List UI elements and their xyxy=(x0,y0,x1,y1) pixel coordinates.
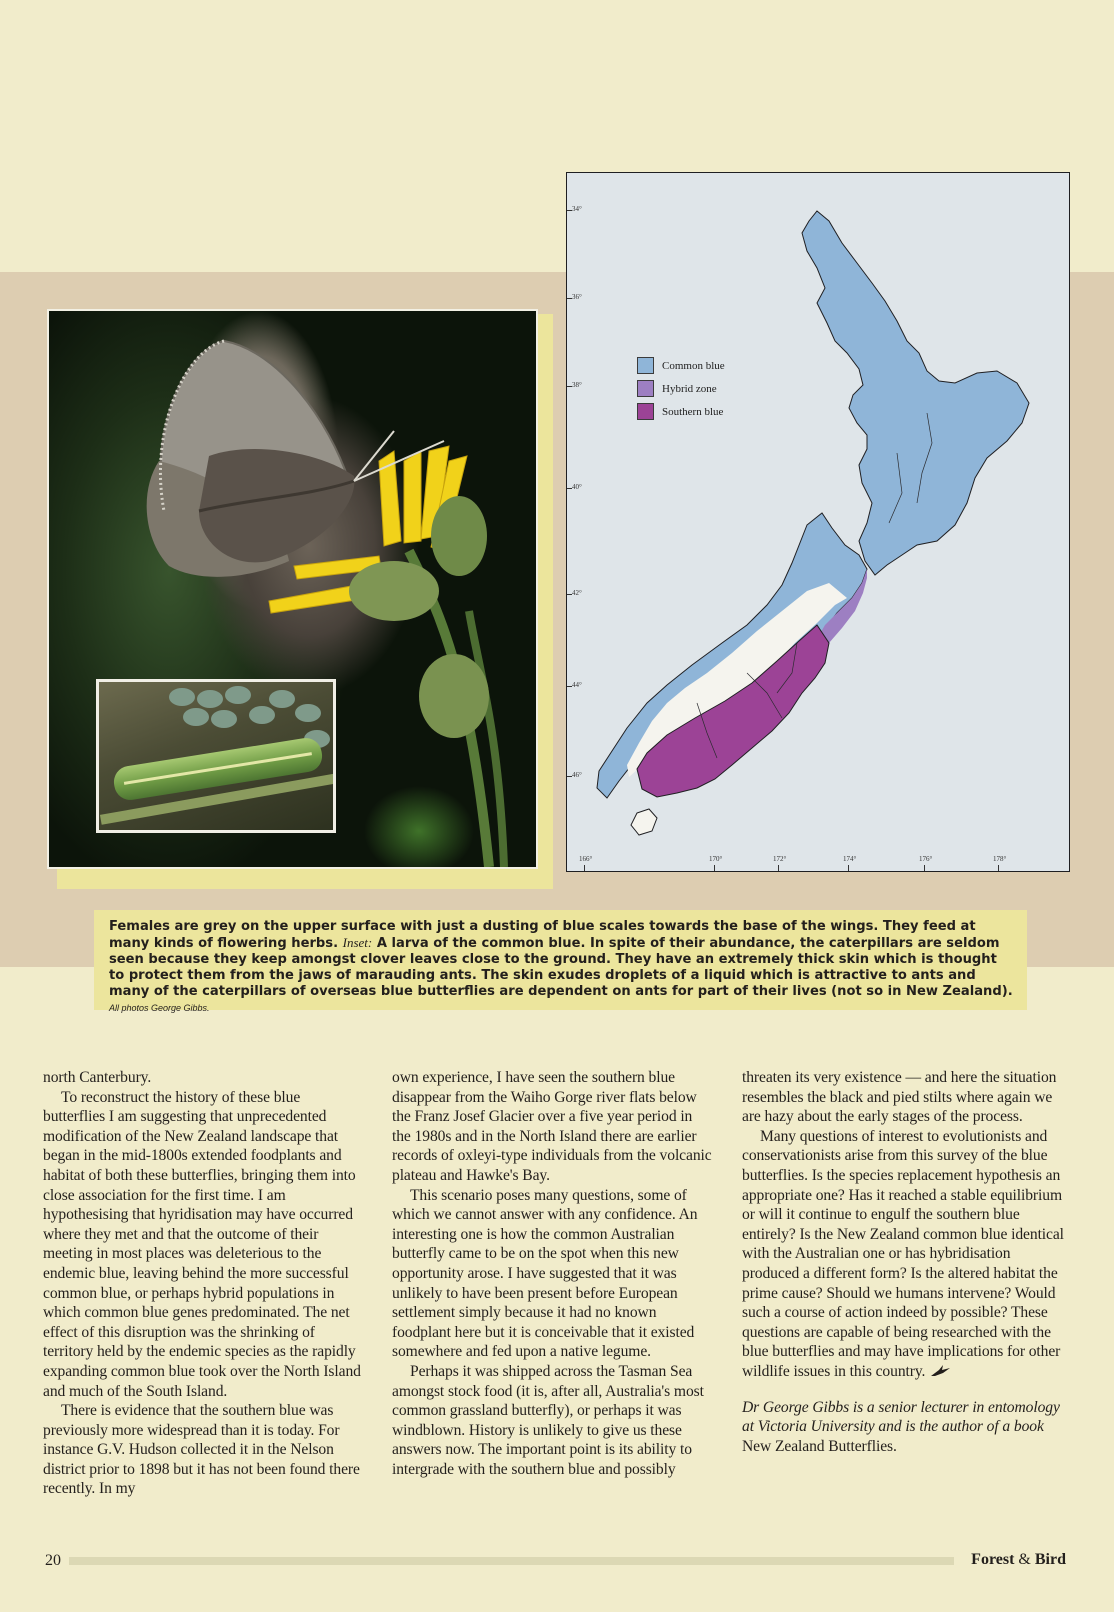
latitude-label: 36° xyxy=(572,293,582,301)
clover-leaf xyxy=(197,690,223,708)
legend-item xyxy=(637,377,725,400)
distribution-map xyxy=(566,172,1070,872)
paragraph: To reconstruct the history of these blue butterflies I am suggesting that unprecedented modification of the New Zealand landscape that began in the mid-1800s extended foodplants and habitat of both these butterflies, bringing them into close association for the first time. I am hypothesising that hyridisation may have occurred where they met and that the outcome of their meeting in most places was deleterious to the endemic blue, leaving behind the more successful common blue, or perhaps hybrid populations in which common blue genes predominated. The net effect of this disruption was the shrinking of territory held by the endemic species as the rapidly expanding common blue took over the North Island and much of the South Island. xyxy=(43,1088,361,1400)
brand-word: Bird xyxy=(1034,1551,1066,1568)
paragraph: There is evidence that the southern blue was previously more widespread than it is today. For instance G.V. Hudson collected it in the Nelson district prior to 1898 but it has not been found there recently. In my xyxy=(43,1402,360,1498)
clover-leaf xyxy=(169,688,195,706)
paragraph: Perhaps it was shipped across the Tasman Sea amongst stock food (it is, after all, Australia's most common grassland butterfly), or perhaps it was windblown. History is unlikely to give us these answers now. The important point is its ability to intergrade with the southern blue and possibly xyxy=(392,1362,704,1478)
larva-inset-photo xyxy=(96,679,336,833)
brand-amp: & xyxy=(1018,1551,1031,1568)
article-column-2 xyxy=(392,1068,714,1479)
larva xyxy=(112,736,325,802)
paragraph: threaten its very existence — and here the situation resembles the black and pied stilts where again we are hazy about the early stages of the process. xyxy=(742,1069,1057,1126)
article-column-1 xyxy=(43,1068,365,1499)
author-note-text: Dr George Gibbs is a senior lecturer in entomology at Victoria University and is the author of a book xyxy=(742,1398,1060,1436)
brand-word: Forest xyxy=(971,1551,1015,1568)
paragraph: own experience, I have seen the southern blue disappear from the Waiho Gorge river flats below the Franz Josef Glacier over a five year period in the 1980s and in the North Island there are earlier records of oxleyi-type individuals from the volcanic plateau and Hawke's Bay. xyxy=(392,1069,712,1184)
latitude-label: 40° xyxy=(572,483,582,491)
clover-leaf xyxy=(295,704,321,722)
legend-swatch xyxy=(637,357,654,374)
latitude-label: 44° xyxy=(572,681,582,689)
clover-leaf xyxy=(269,690,295,708)
legend-label: Hybrid zone xyxy=(662,382,717,395)
bird-end-mark-icon xyxy=(929,1364,951,1378)
butterfly-photo xyxy=(47,309,538,869)
latitude-label: 42° xyxy=(572,589,582,597)
legend-item xyxy=(637,400,725,423)
author-note xyxy=(742,1398,1064,1457)
longitude-label: 176° xyxy=(919,855,933,863)
photo-caption xyxy=(94,910,1027,1013)
clover-leaf xyxy=(183,708,209,726)
article-column-3 xyxy=(742,1068,1064,1456)
legend-swatch xyxy=(637,380,654,397)
clover-leaf xyxy=(225,686,251,704)
caption-inset-label: Inset: xyxy=(342,935,373,950)
longitude-label: 178° xyxy=(993,855,1007,863)
stewart-island xyxy=(631,809,657,835)
longitude-label: 174° xyxy=(843,855,857,863)
photo-credit: All photos George Gibbs. xyxy=(109,1003,210,1013)
new-zealand-map xyxy=(567,173,1069,871)
longitude-label: 170° xyxy=(709,855,723,863)
paragraph xyxy=(742,1127,1064,1382)
paragraph: north Canterbury. xyxy=(43,1069,152,1086)
paragraph-text: Many questions of interest to evolutionists and conservationists arise from this survey of the blue butterflies. Is the species replacement hypothesis an appropriate one? Has it reached a stable equilibrium or will it continue to engulf the southern blue entirely? Is the New Zealand common blue identical with the Australian one or has hybridisation produced a different form? Is the altered habitat the prime cause? Should we humans intervene? Would such a course of action indeed by possible? These questions are capable of being researched with the blue butterflies and may have implications for other wildlife issues in this country. xyxy=(742,1127,1064,1380)
legend-item xyxy=(637,354,725,377)
clover-leaf xyxy=(211,710,237,728)
latitude-label: 38° xyxy=(572,381,582,389)
latitude-label: 34° xyxy=(572,205,582,213)
legend-label: Southern blue xyxy=(662,405,724,418)
book-title: New Zealand Butterflies. xyxy=(742,1437,897,1455)
legend-label: Common blue xyxy=(662,359,725,372)
north-island xyxy=(802,211,1029,575)
magazine-name xyxy=(971,1551,1066,1569)
latitude-label: 46° xyxy=(572,771,582,779)
map-legend xyxy=(637,354,725,423)
caption-text-1: Females are grey on the upper surface with just a dusting of blue scales towards the base of the wings. They feed at many kinds of flowering herbs. xyxy=(109,919,976,951)
footer-rule xyxy=(69,1557,954,1565)
caption-text-2: A larva of the common blue. In spite of their abundance, the caterpillars are seldom seen because they keep amongst clover leaves close to the ground. They have an extremely thick skin which is thought to protect them from the jaws of marauding ants. The skin exudes droplets of a liquid which is attractive to ants and many of the caterpillars of overseas blue butterflies are dependent on ants for part of their lives (not so in New Zealand). xyxy=(109,936,1013,999)
longitude-label: 172° xyxy=(773,855,787,863)
paragraph: This scenario poses many questions, some of which we cannot answer with any confidence. An interesting one is how the common Australian butterfly came to be on the spot when this new opportunity arose. I have suggested that it was unlikely to have been present before European settlement simply because it had no known foodplant here but it is conceivable that it existed somewhere and fed upon a native legume. xyxy=(392,1186,698,1361)
longitude-label: 166° xyxy=(579,855,593,863)
page-number: 20 xyxy=(45,1552,61,1569)
legend-swatch xyxy=(637,403,654,420)
clover-leaf xyxy=(249,706,275,724)
